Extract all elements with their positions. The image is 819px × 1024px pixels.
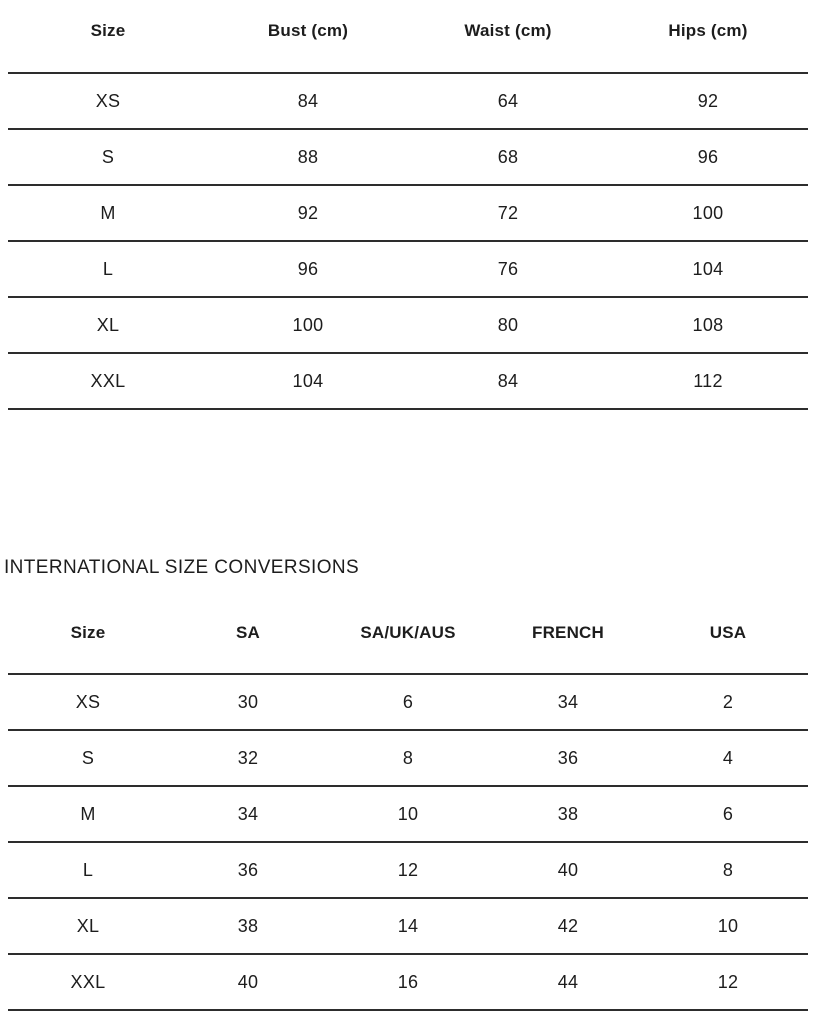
size-label-cell: XS <box>8 674 168 730</box>
size-label-cell: S <box>8 129 208 185</box>
usa-value-cell: 6 <box>648 786 808 842</box>
waist-value-cell: 72 <box>408 185 608 241</box>
size-label-cell: XL <box>8 898 168 954</box>
usa-value-cell: 10 <box>648 898 808 954</box>
conversions-header-row <box>8 579 808 674</box>
french-value-cell: 38 <box>488 786 648 842</box>
table-row-m <box>8 786 808 842</box>
hips-value-cell: 92 <box>608 73 808 129</box>
hips-value-cell: 104 <box>608 241 808 297</box>
table-row-s <box>8 730 808 786</box>
waist-value-cell: 80 <box>408 297 608 353</box>
header-cell-bust: Bust (cm) <box>208 0 408 73</box>
hips-value-cell: 108 <box>608 297 808 353</box>
hips-value-cell: 100 <box>608 185 808 241</box>
size-label-cell: L <box>8 241 208 297</box>
header-cell-sa: SA <box>168 579 328 674</box>
size-label-cell: M <box>8 185 208 241</box>
table-row-xxl <box>8 353 808 409</box>
hips-value-cell: 112 <box>608 353 808 409</box>
french-value-cell: 36 <box>488 730 648 786</box>
usa-value-cell: 4 <box>648 730 808 786</box>
waist-value-cell: 76 <box>408 241 608 297</box>
sa-uk-aus-value-cell: 8 <box>328 730 488 786</box>
size-label-cell: L <box>8 842 168 898</box>
conversions-table <box>8 579 808 1011</box>
measurements-table <box>8 0 808 410</box>
waist-value-cell: 64 <box>408 73 608 129</box>
usa-value-cell: 8 <box>648 842 808 898</box>
french-value-cell: 34 <box>488 674 648 730</box>
sa-value-cell: 36 <box>168 842 328 898</box>
bust-value-cell: 100 <box>208 297 408 353</box>
table-row-xxl <box>8 954 808 1010</box>
measurements-header-row <box>8 0 808 73</box>
table-row-s <box>8 129 808 185</box>
header-cell-usa: USA <box>648 579 808 674</box>
sa-uk-aus-value-cell: 16 <box>328 954 488 1010</box>
section-title-international-conversions: INTERNATIONAL SIZE CONVERSIONS <box>4 557 360 578</box>
usa-value-cell: 2 <box>648 674 808 730</box>
waist-value-cell: 84 <box>408 353 608 409</box>
size-label-cell: XL <box>8 297 208 353</box>
table-row-m <box>8 185 808 241</box>
sa-uk-aus-value-cell: 10 <box>328 786 488 842</box>
sa-value-cell: 38 <box>168 898 328 954</box>
size-label-cell: XXL <box>8 954 168 1010</box>
sa-uk-aus-value-cell: 6 <box>328 674 488 730</box>
french-value-cell: 44 <box>488 954 648 1010</box>
table-row-xs <box>8 73 808 129</box>
sa-value-cell: 32 <box>168 730 328 786</box>
table-row-l <box>8 842 808 898</box>
table-row-xs <box>8 674 808 730</box>
sa-value-cell: 30 <box>168 674 328 730</box>
table-row-xl <box>8 297 808 353</box>
bust-value-cell: 104 <box>208 353 408 409</box>
size-label-cell: XXL <box>8 353 208 409</box>
size-label-cell: S <box>8 730 168 786</box>
header-cell-size: Size <box>8 579 168 674</box>
table-row-l <box>8 241 808 297</box>
french-value-cell: 40 <box>488 842 648 898</box>
header-cell-size: Size <box>8 0 208 73</box>
size-label-cell: XS <box>8 73 208 129</box>
sa-value-cell: 40 <box>168 954 328 1010</box>
sa-uk-aus-value-cell: 14 <box>328 898 488 954</box>
sa-value-cell: 34 <box>168 786 328 842</box>
sa-uk-aus-value-cell: 12 <box>328 842 488 898</box>
bust-value-cell: 88 <box>208 129 408 185</box>
table-row-xl <box>8 898 808 954</box>
header-cell-waist: Waist (cm) <box>408 0 608 73</box>
bust-value-cell: 96 <box>208 241 408 297</box>
french-value-cell: 42 <box>488 898 648 954</box>
hips-value-cell: 96 <box>608 129 808 185</box>
header-cell-french: FRENCH <box>488 579 648 674</box>
waist-value-cell: 68 <box>408 129 608 185</box>
bust-value-cell: 84 <box>208 73 408 129</box>
header-cell-hips: Hips (cm) <box>608 0 808 73</box>
bust-value-cell: 92 <box>208 185 408 241</box>
usa-value-cell: 12 <box>648 954 808 1010</box>
size-label-cell: M <box>8 786 168 842</box>
header-cell-sa-uk-aus: SA/UK/AUS <box>328 579 488 674</box>
